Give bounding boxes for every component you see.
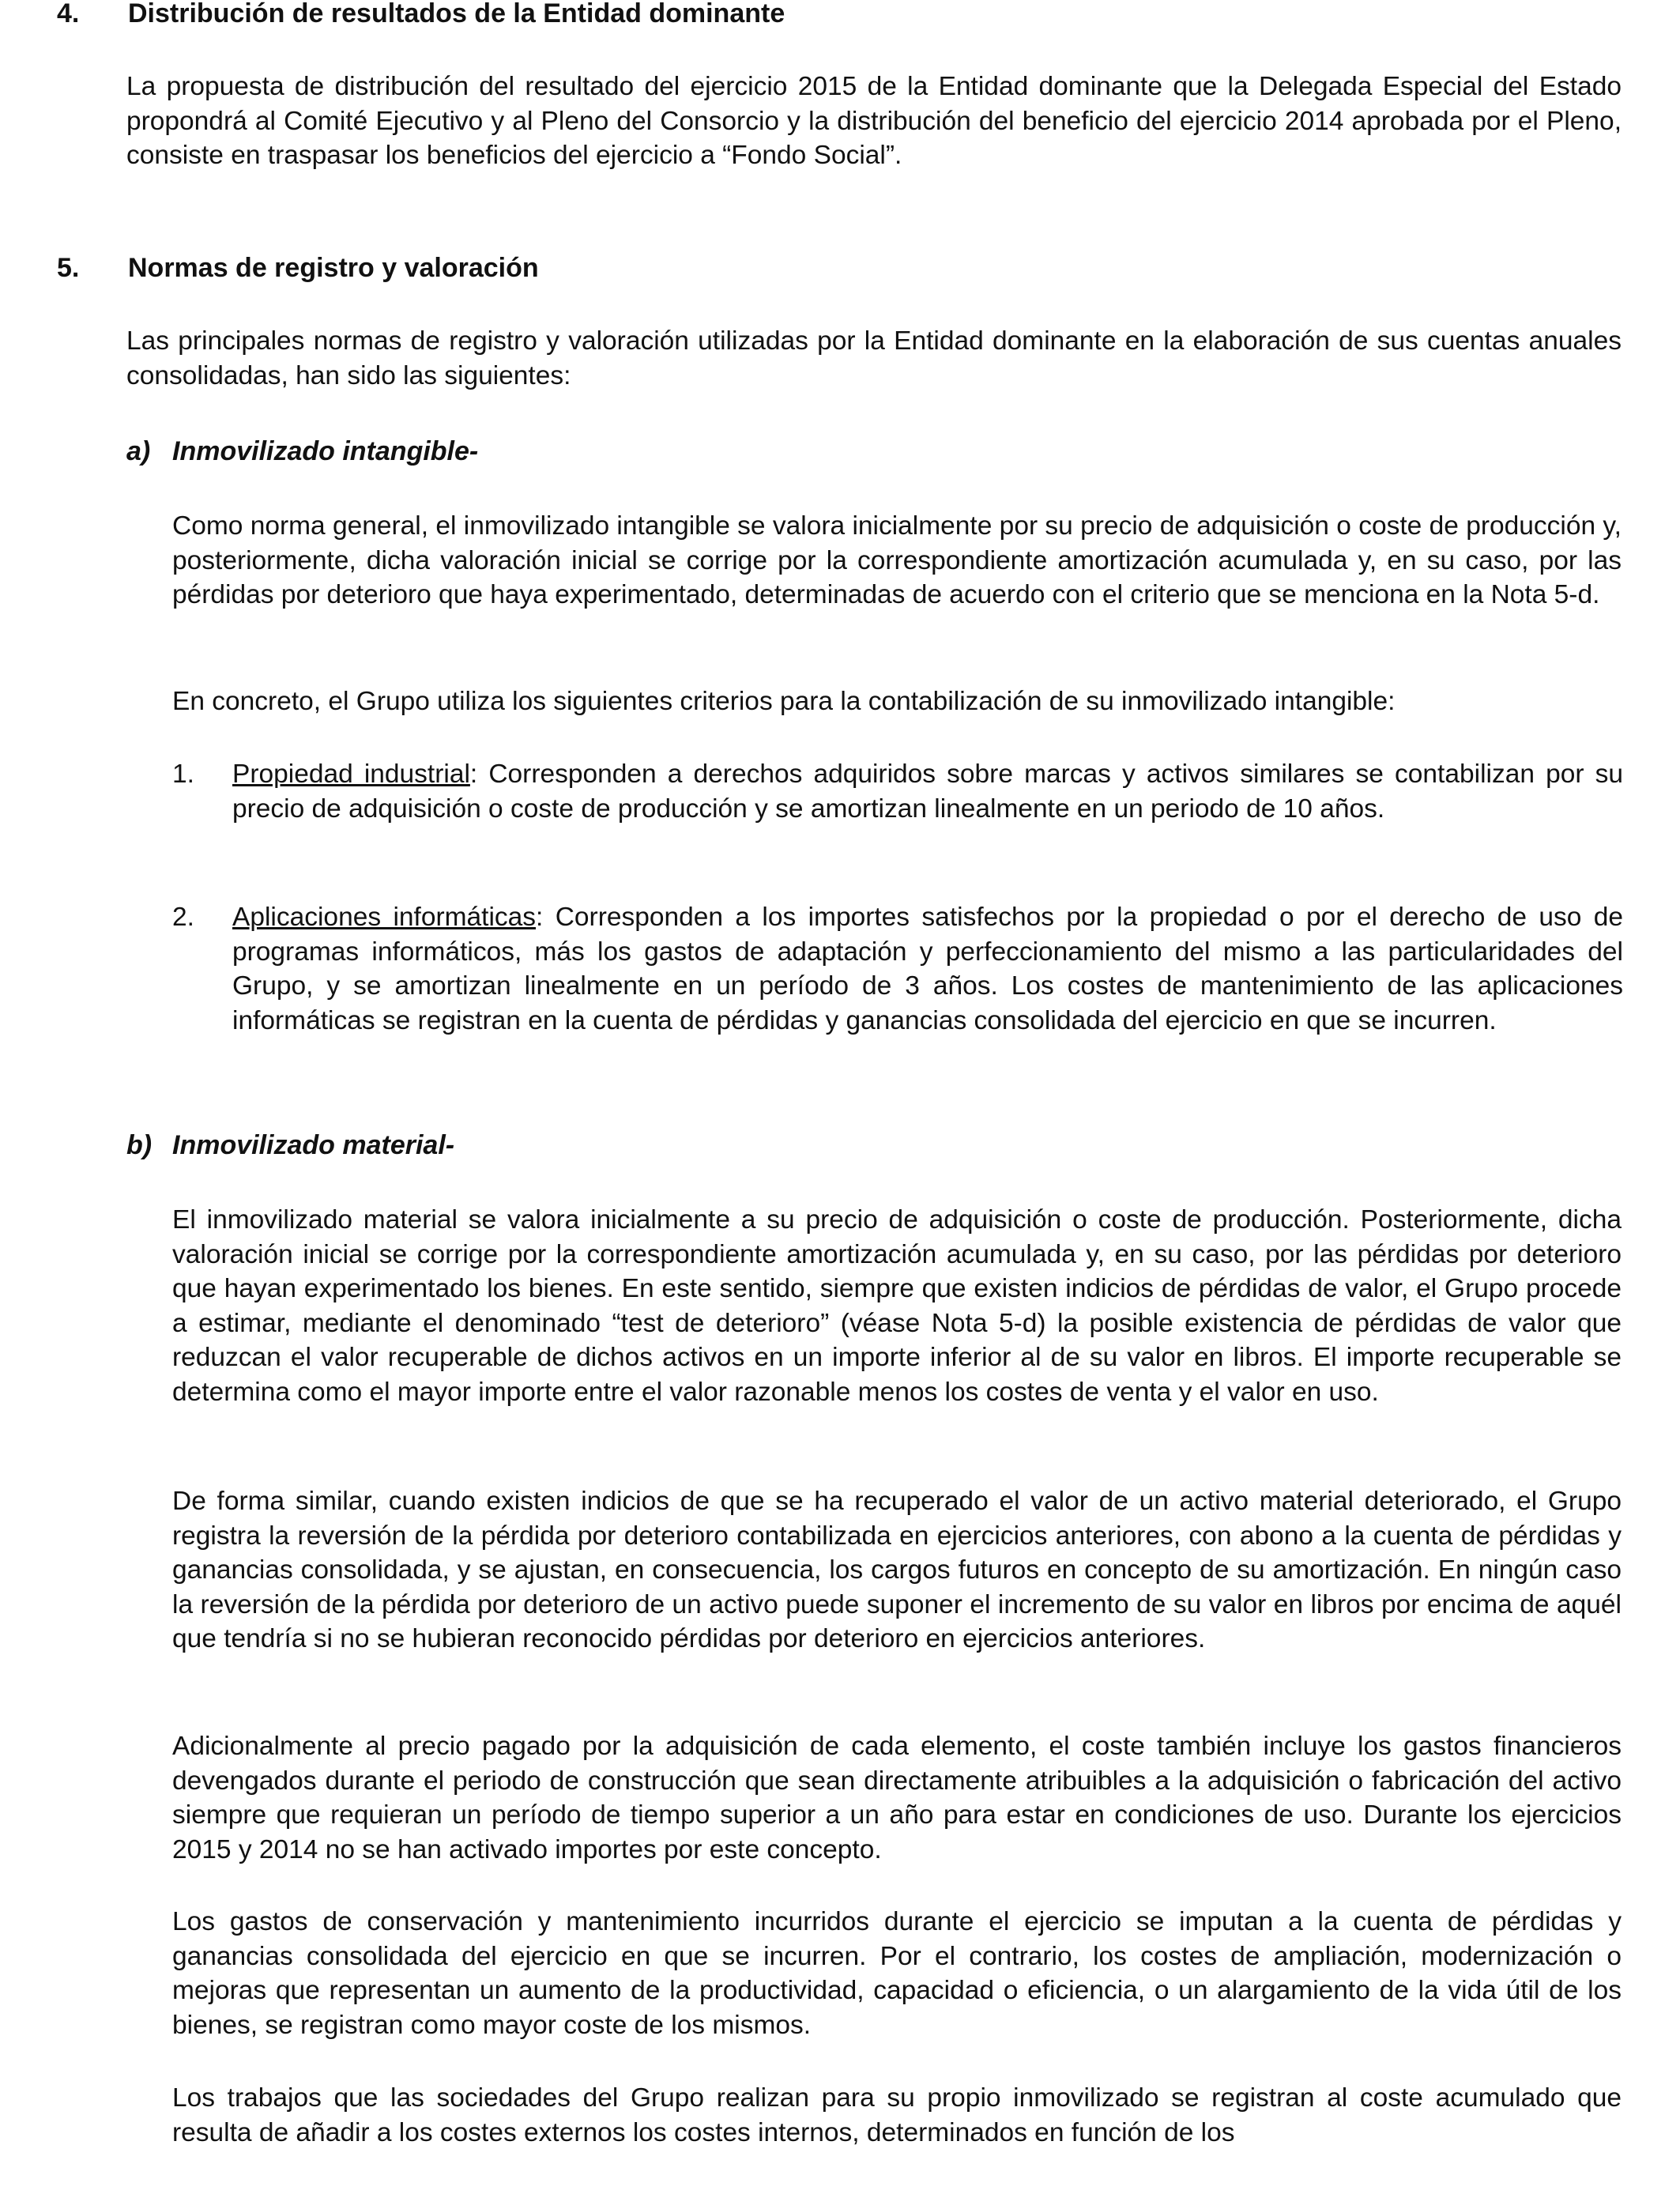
list-item-text: : Corresponden a los importes satisfechos por la propiedad o por el derecho de uso de programas informáticos, más los gastos de adaptación y perfeccionamiento del mismo a las particularidades del Grupo, y se amortizan linealmente en un período de 3 años. Los costes de mantenimiento de las aplicaciones informáticas se registran en la cuenta de pérdidas y ganancias consolidada del ejercicio en que se incurren. bbox=[232, 903, 1623, 1035]
subsection-b-paragraph-1: El inmovilizado material se valora inicialmente a su precio de adquisición o coste de producción. Posteriormente, dicha valoración inicial se corrige por la correspondiente amortización acumulada y, en su caso, por las pérdidas por deterioro que hayan experimentado los bienes. En este sentido, siempre que existen indicios de pérdidas de valor, el Grupo procede a estimar, mediante el denominado “test de deterioro” (véase Nota 5-d) la posible existencia de pérdidas de valor que reduzcan el valor recuperable de dichos activos en un importe inferior al de su valor en libros. El importe recuperable se determina como el mayor importe entre el valor razonable menos los costes de venta y el valor en uso. bbox=[172, 1205, 1622, 1407]
list-item-number: 1. bbox=[172, 760, 194, 789]
list-item-term: Aplicaciones informáticas bbox=[232, 903, 537, 932]
subsection-a-title: Inmovilizado intangible- bbox=[172, 436, 479, 466]
section-5-intro: Las principales normas de registro y valoración utilizadas por la Entidad dominante en la elaboración de sus cuentas anuales consolidadas, han sido las siguientes: bbox=[126, 326, 1622, 390]
list-item-text: : Corresponden a derechos adquiridos sobre marcas y activos similares se contabilizan por su precio de adquisición o coste de producción y se amortizan linealmente en un periodo de 10 años. bbox=[232, 760, 1623, 824]
subsection-a-letter: a) bbox=[126, 436, 151, 466]
section-4-title: Distribución de resultados de la Entidad dominante bbox=[128, 0, 785, 28]
subsection-b-paragraph-4: Los gastos de conservación y mantenimiento incurridos durante el ejercicio se imputan a la cuenta de pérdidas y ganancias consolidada del ejercicio en que se incurren. Por el contrario, los costes de ampliación, modernización o mejoras que representan un aumento de la productividad, capacidad o eficiencia, o un alargamiento de la vida útil de los bienes, se registran como mayor coste de los mismos. bbox=[172, 1907, 1622, 2040]
list-item-number: 2. bbox=[172, 903, 194, 932]
list-item-body bbox=[232, 900, 1623, 1038]
section-4-paragraph: La propuesta de distribución del resultado del ejercicio 2015 de la Entidad dominante que la Delegada Especial del Estado propondrá al Comité Ejecutivo y al Pleno del Consorcio y la distribución del beneficio del ejercicio 2014 aprobada por el Pleno, consiste en traspasar los beneficios del ejercicio a “Fondo Social”. bbox=[126, 72, 1622, 170]
section-5-title: Normas de registro y valoración bbox=[128, 253, 539, 283]
subsection-b-paragraph-5: Los trabajos que las sociedades del Grupo realizan para su propio inmovilizado se registran al coste acumulado que resulta de añadir a los costes externos los costes internos, determinados en función de los bbox=[172, 2083, 1622, 2147]
list-item-term: Propiedad industrial bbox=[232, 760, 470, 789]
subsection-b-paragraph-2: De forma similar, cuando existen indicios de que se ha recuperado el valor de un activo material deteriorado, el Grupo registra la reversión de la pérdida por deterioro contabilizada en ejercicios anteriores, con abono a la cuenta de pérdidas y ganancias consolidada, y se ajustan, en consecuencia, los cargos futuros en concepto de su amortización. En ningún caso la reversión de la pérdida por deterioro de un activo puede suponer el incremento de su valor en libros por encima de aquél que tendría si no se hubieran reconocido pérdidas por deterioro en ejercicios anteriores. bbox=[172, 1487, 1622, 1653]
subsection-a-paragraph-1: Como norma general, el inmovilizado intangible se valora inicialmente por su precio de adquisición o coste de producción y, posteriormente, dicha valoración inicial se corrige por la correspondiente amortización acumulada y, en su caso, por las pérdidas por deterioro que haya experimentado, determinadas de acuerdo con el criterio que se menciona en la Nota 5-d. bbox=[172, 511, 1622, 609]
section-4-number: 4. bbox=[57, 0, 80, 28]
subsection-a-paragraph-2: En concreto, el Grupo utiliza los siguientes criterios para la contabilización de su inmovilizado intangible: bbox=[172, 687, 1396, 716]
section-5-number: 5. bbox=[57, 253, 80, 283]
subsection-b-title: Inmovilizado material- bbox=[172, 1130, 455, 1160]
subsection-b-letter: b) bbox=[126, 1130, 153, 1160]
list-item-body bbox=[232, 757, 1623, 826]
subsection-b-paragraph-3: Adicionalmente al precio pagado por la adquisición de cada elemento, el coste también incluye los gastos financieros devengados durante el periodo de construcción que sean directamente atribuibles a la adquisición o fabricación del activo siempre que requieran un período de tiempo superior a un año para estar en condiciones de uso. Durante los ejercicios 2015 y 2014 no se han activado importes por este concepto. bbox=[172, 1732, 1622, 1864]
